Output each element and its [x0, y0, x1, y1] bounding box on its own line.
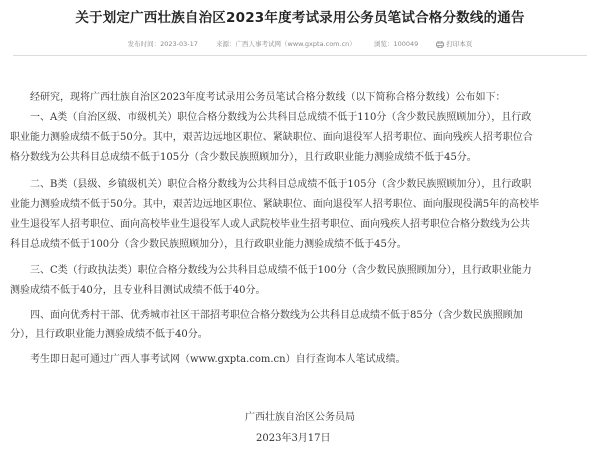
paragraph-line: 二、B类（县级、乡镇级机关）职位合格分数线为公共科目总成绩不低于105分（含少数民族照顾加分），且行政职 [30, 179, 532, 190]
article-meta [0, 39, 600, 49]
article-title: 关于划定广西壮族自治区2023年度考试录用公务员笔试合格分数线的通告 [75, 10, 525, 26]
views-count: 100049 [393, 40, 419, 48]
paragraph-line: 格分数线为公共科目总成绩不低于105分（含少数民族照顾加分），且行政职业能力测验成绩不低于45分。 [10, 152, 477, 163]
print-label: 打印本页 [446, 40, 473, 48]
print-button[interactable] [436, 39, 472, 49]
publish-label: 发布时间： [127, 40, 161, 48]
title-divider [13, 55, 587, 56]
signature-date: 2023年3月17日 [256, 433, 331, 444]
paragraph-line: 测验成绩不低于40分，且专业科目测试成绩不低于40分。 [10, 285, 266, 296]
paragraph-line: 分），且行政职业能力测验成绩不低于40分。 [10, 329, 208, 340]
paragraph-line: 三、C类（行政执法类）职位合格分数线为公共科目总成绩不低于100分（含少数民族照顾加分），且行政职业能力 [30, 265, 532, 276]
paragraph-line: 一、A类（自治区级、市级机关）职位合格分数线为公共科目总成绩不低于110分（含少数民族照顾加分），且行政 [30, 112, 532, 123]
publish-date: 2023-03-17 [160, 40, 198, 48]
views-label: 浏览： [373, 40, 394, 48]
signature-org: 广西壮族自治区公务员局 [245, 412, 355, 423]
paragraph-line: 考生即日起可通过广西人事考试网（www.gxpta.com.cn）自行查询本人笔试成绩。 [30, 354, 406, 365]
paragraph-line: 职业能力测验成绩不低于50分。其中，艰苦边远地区职位、紧缺职位、面向退役军人招考职位、面向残疾人招考职位合 [10, 132, 533, 143]
paragraph-line: 科目总成绩不低于100分（含少数民族照顾加分），且行政职业能力测验成绩不低于45分。 [10, 239, 407, 250]
source-label: 来源： [216, 40, 236, 48]
paragraph-line: 业生退役军人招考职位、面向高校毕业生退役军人或人武院校毕业生招考职位、面向残疾人招考职位合格分数线为公共 [10, 219, 530, 230]
paragraph-line: 经研究，现将广西壮族自治区2023年度考试录用公务员笔试合格分数线（以下简称合格分数线）公布如下： [30, 92, 506, 103]
source-value: 广西人事考试网（www.gxpta.com.cn） [235, 40, 356, 48]
printer-icon [436, 41, 444, 48]
paragraph-line: 四、面向优秀村干部、优秀城市社区干部招考职位合格分数线为公共科目总成绩不低于85分（含少数民族照顾加 [30, 310, 523, 321]
paragraph-line: 业能力测验成绩不低于50分。其中，艰苦边远地区职位、紧缺职位、面向退役军人招考职位、面向服现役满5年的高校毕 [10, 199, 540, 210]
